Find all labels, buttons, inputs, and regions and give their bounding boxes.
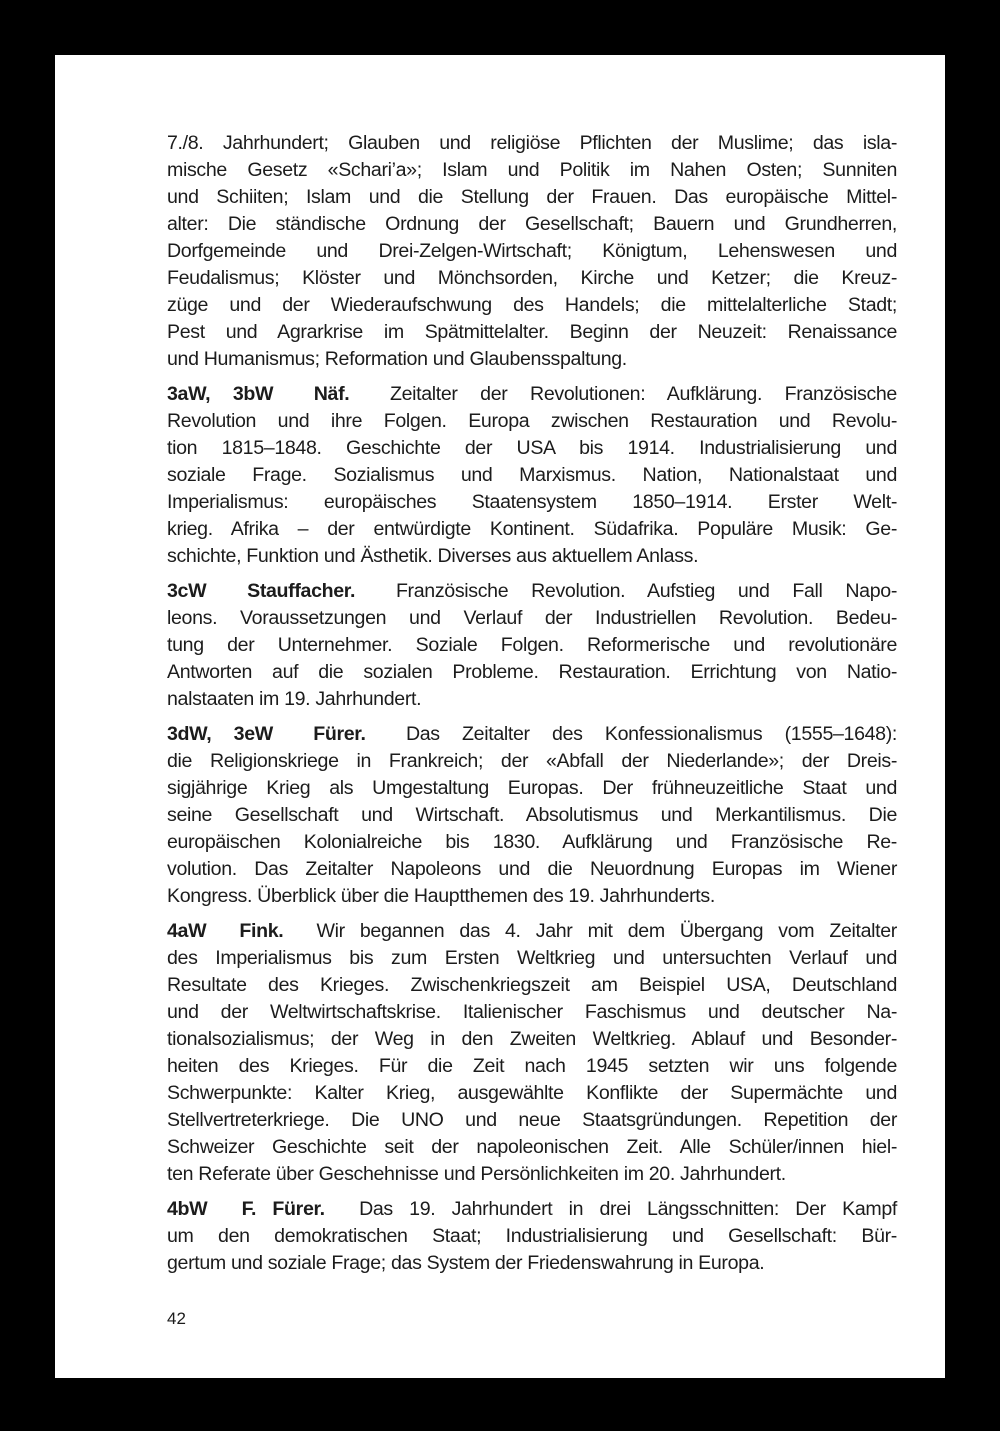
teacher-name: Näf. xyxy=(313,383,350,405)
text-line: europäischen Kolonialreiche bis 1830. Aufklärung und Französische Re- xyxy=(167,831,897,853)
teacher-name: Fink. xyxy=(239,920,284,942)
text-line: des Imperialismus bis zum Ersten Weltkrieg und untersuchten Verlauf und xyxy=(167,947,897,969)
text-line: seine Gesellschaft und Wirtschaft. Absolutismus und Merkantilismus. Die xyxy=(167,804,897,826)
teacher-name: Fürer. xyxy=(313,723,366,745)
document-page xyxy=(55,55,945,1378)
text-line xyxy=(167,1196,897,1223)
paragraph-text: Wir begannen das 4. Jahr mit dem Übergang vom Zeitalter xyxy=(316,920,897,942)
class-label: 4aW xyxy=(167,920,207,942)
class-label: 3aW, 3bW xyxy=(167,383,274,405)
teacher-name: F. Fürer. xyxy=(241,1198,325,1220)
text-line: alter: Die ständische Ordnung der Gesellschaft; Bauern und Grundherren, xyxy=(167,213,897,235)
paragraph xyxy=(167,721,897,910)
paragraph-text: Das 19. Jahrhundert in drei Längsschnitten: Der Kampf xyxy=(359,1198,897,1220)
text-line: tion 1815–1848. Geschichte der USA bis 1914. Industrialisierung und xyxy=(167,437,897,459)
text-line: schichte, Funktion und Ästhetik. Diverses aus aktuellem Anlass. xyxy=(167,545,699,567)
paragraph-text: Französische Revolution. Aufstieg und Fall Napo- xyxy=(395,580,897,602)
text-line: Revolution und ihre Folgen. Europa zwischen Restauration und Revolu- xyxy=(167,410,897,432)
text-line: züge und der Wiederaufschwung des Handels; die mittelalterliche Stadt; xyxy=(167,294,897,316)
text-line: und der Weltwirtschaftskrise. Italienischer Faschismus und deutscher Na- xyxy=(167,1001,897,1023)
text-line: Stellvertreterkriege. Die UNO und neue Staatsgründungen. Repetition der xyxy=(167,1109,897,1131)
text-line: um den demokratischen Staat; Industrialisierung und Gesellschaft: Bür- xyxy=(167,1225,897,1247)
text-line: leons. Voraussetzungen und Verlauf der Industriellen Revolution. Bedeu- xyxy=(167,607,897,629)
paragraph xyxy=(167,381,897,570)
text-line: und Schiiten; Islam und die Stellung der Frauen. Das europäische Mittel- xyxy=(167,186,897,208)
text-line xyxy=(167,918,897,945)
teacher-name: Stauffacher. xyxy=(247,580,356,602)
paragraph-text: Zeitalter der Revolutionen: Aufklärung. Französische xyxy=(389,383,897,405)
paragraph xyxy=(167,918,897,1188)
text-line: Imperialismus: europäisches Staatensystem 1850–1914. Erster Welt- xyxy=(167,491,897,513)
text-line: krieg. Afrika – der entwürdigte Kontinent. Südafrika. Populäre Musik: Ge- xyxy=(167,518,897,540)
text-line: Dorfgemeinde und Drei-Zelgen-Wirtschaft; Königtum, Lehenswesen und xyxy=(167,240,897,262)
text-line: und Humanismus; Reformation und Glaubensspaltung. xyxy=(167,348,627,370)
text-line xyxy=(167,381,897,408)
class-label: 3cW xyxy=(167,580,207,602)
page-number: 42 xyxy=(167,1309,186,1328)
text-line xyxy=(167,578,897,605)
text-line: volution. Das Zeitalter Napoleons und die Neuordnung Europas im Wiener xyxy=(167,858,897,880)
text-line xyxy=(167,721,897,748)
text-line: ten Referate über Geschehnisse und Persönlichkeiten im 20. Jahrhundert. xyxy=(167,1163,786,1185)
paragraph-text: Das Zeitalter des Konfessionalismus (1555–1648): xyxy=(405,723,897,745)
text-line: tionalsozialismus; der Weg in den Zweiten Weltkrieg. Ablauf und Besonder- xyxy=(167,1028,897,1050)
body-text xyxy=(167,130,897,1285)
text-line: Resultate des Krieges. Zwischenkriegszeit am Beispiel USA, Deutschland xyxy=(167,974,897,996)
text-line: soziale Frage. Sozialismus und Marxismus. Nation, Nationalstaat und xyxy=(167,464,897,486)
text-line: die Religionskriege in Frankreich; der «Abfall der Niederlande»; der Dreis- xyxy=(167,750,897,772)
paragraph xyxy=(167,130,897,373)
text-line: Schwerpunkte: Kalter Krieg, ausgewählte Konflikte der Supermächte und xyxy=(167,1082,897,1104)
text-line: gertum und soziale Frage; das System der Friedenswahrung in Europa. xyxy=(167,1252,765,1274)
text-line: heiten des Krieges. Für die Zeit nach 1945 setzten wir uns folgende xyxy=(167,1055,897,1077)
class-label: 4bW xyxy=(167,1198,208,1220)
text-line: Antworten auf die sozialen Probleme. Restauration. Errichtung von Natio- xyxy=(167,661,897,683)
class-label: 3dW, 3eW xyxy=(167,723,273,745)
text-line: tung der Unternehmer. Soziale Folgen. Reformerische und revolutionäre xyxy=(167,634,897,656)
text-line: Feudalismus; Klöster und Mönchsorden, Kirche und Ketzer; die Kreuz- xyxy=(167,267,897,289)
text-line: 7./8. Jahrhundert; Glauben und religiöse Pflichten der Muslime; das isla- xyxy=(167,132,897,154)
text-line: Schweizer Geschichte seit der napoleonischen Zeit. Alle Schüler/innen hiel- xyxy=(167,1136,897,1158)
text-line: Pest und Agrarkrise im Spätmittelalter. Beginn der Neuzeit: Renaissance xyxy=(167,321,897,343)
paragraph xyxy=(167,578,897,713)
paragraph xyxy=(167,1196,897,1277)
text-line: sigjährige Krieg als Umgestaltung Europas. Der frühneuzeitliche Staat und xyxy=(167,777,897,799)
text-line: Kongress. Überblick über die Hauptthemen des 19. Jahrhunderts. xyxy=(167,885,715,907)
text-line: nalstaaten im 19. Jahrhundert. xyxy=(167,688,422,710)
text-line: mische Gesetz «Schari’a»; Islam und Politik im Nahen Osten; Sunniten xyxy=(167,159,897,181)
